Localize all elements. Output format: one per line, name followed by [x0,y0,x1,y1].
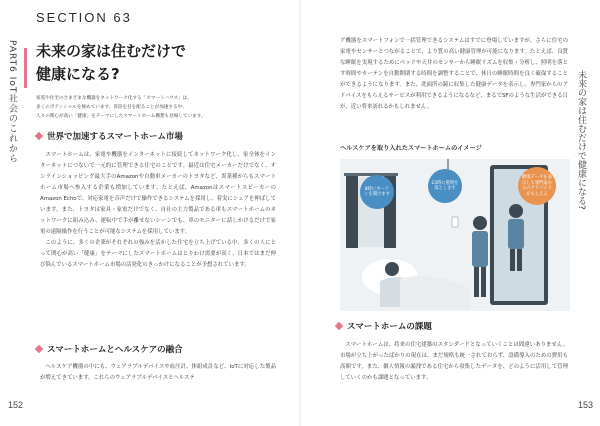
diamond-bullet-icon [35,345,43,353]
body-challenges [340,340,568,384]
title-accent-bar [24,48,27,88]
part-label: PART6 IoT社会のこれから [7,40,17,164]
main-title [36,40,266,86]
heading-text: スマートホームとヘルスケアの融合 [47,345,183,355]
paragraph: ア機器をスマートフォンで一括管理できるシステムはすでに登場していますが、さらに住宅の家電やセンサーとつながることで、より質の高い健康管理が可能になります。たとえば、良質な睡眠を実現するためにベッドや天井のセンサーから睡眠リズムを収集・分析し、照明を落とす時間やカーテンを自動開閉する時間を調整することで、休日の睡眠時間を良く確保することができるようになります。また、洗面所の鏡に収集した健康データを表示し、専門家からのアドバイスをもらえるサービスが利用できるようになるなど、まるでSFのような生活ができる日が、近い将来訪れるかもしれません。 [340,38,568,110]
heading-challenges [336,320,432,332]
bubble-light: 23時に照明を落とします [428,169,462,203]
paragraph: スマートホームは、将来の住宅建築のスタンダードとなっていくことは間違いありません。市場が立ち上がったばかりの現在は、まだ規格も統一されておらず、設備導入のための費用も高額です。また、個人情報の漏洩である住宅から収集したデータを、どのように活用して管理していくのかも課題となっています。 [340,342,568,381]
figure-title: ヘルスケアを取り入れたスマートホームのイメージ [340,145,482,152]
smart-home-figure [340,143,570,311]
page-number-left: 152 [8,400,24,410]
wall-switch-icon [452,217,458,227]
lead-line: 家電や住宅のさまざまな機器をネットワーク化する「スマートハウス」は、 [36,96,192,101]
heading-market [36,130,183,142]
lead-line: 人々の関心が高い「健康」をテーマにしたスマートホーム構想も登場しています。 [36,114,206,119]
body-healthcare [40,362,276,384]
body-healthcare-cont [340,36,568,113]
heading-text: 世界で加速するスマートホーム市場 [47,132,183,142]
paragraph: このように、多くの企業がそれぞれの強みを活かした住宅を立ち上げている中、多くの人にとって関心が高い「健康」をテーマにしたスマートホームはとりわけ需要が高く、日本ではまだ伸び悩んでいるスマートホーム市場の活発化のきっかけになることが予想されています。 [40,240,276,268]
diamond-bullet-icon [35,132,43,140]
section-label: SECTION 63 [36,10,132,25]
bubble-curtain: 8時にカーテンを開けます [360,175,394,209]
heading-healthcare [36,343,183,355]
sleeping-person-icon [385,262,399,276]
paragraph: スマートホームは、家電や機器をインターネットに接続してネットワーク化し、家全体をインターネットにつないで一元的に管理できる住宅のことです。最近は住宅メーカーだけでなく、オンラインショッピング最大手のAmazonや自動車メーカーのトヨタなど、異業種からもスマートホーム市場へ参入する企業も増加しています。たとえば、AmazonはスマートスピーカーのAmazon Echoで、対応家電を音声だけで操作できるシステムを採用し、着実にシェアを伸ばしています。また、トヨタは家具・家電だけでなく、自社の主力製品である車もスマートホームのネットワークに組み込み、運転中で手が離せないシーンでも、車のモニターに話しかけるだけで家電の遠隔操作を行うことが可能なシステムを採用しています。 [40,152,276,235]
paragraph: ヘルスケア機器の中にも、ウェアラブルデバイスや血圧計、体組成計など、IoTに対応した製品が増えてきています。これらのウェアラブルデバイスとヘルステ [40,364,276,381]
lead-line: 多くのポテンシャルを秘めています。普段を目を配ることが加速する中、 [36,105,187,110]
lead-text [36,94,271,121]
heading-text: スマートホームの課題 [347,322,432,332]
body-market [40,150,276,271]
curtain-icon [346,176,358,248]
page-number-right: 153 [578,400,594,410]
person-icon [473,216,487,230]
running-title: 未来の家は住むだけで健康になる? [576,70,586,210]
diamond-bullet-icon [335,322,343,330]
main-title-line1: 未来の家は住むだけで [36,42,187,60]
bubble-health-data: 健康データを表示して専門家からのアドバイスがもらえる [518,167,556,205]
main-title-line2: 健康になる? [36,65,120,83]
